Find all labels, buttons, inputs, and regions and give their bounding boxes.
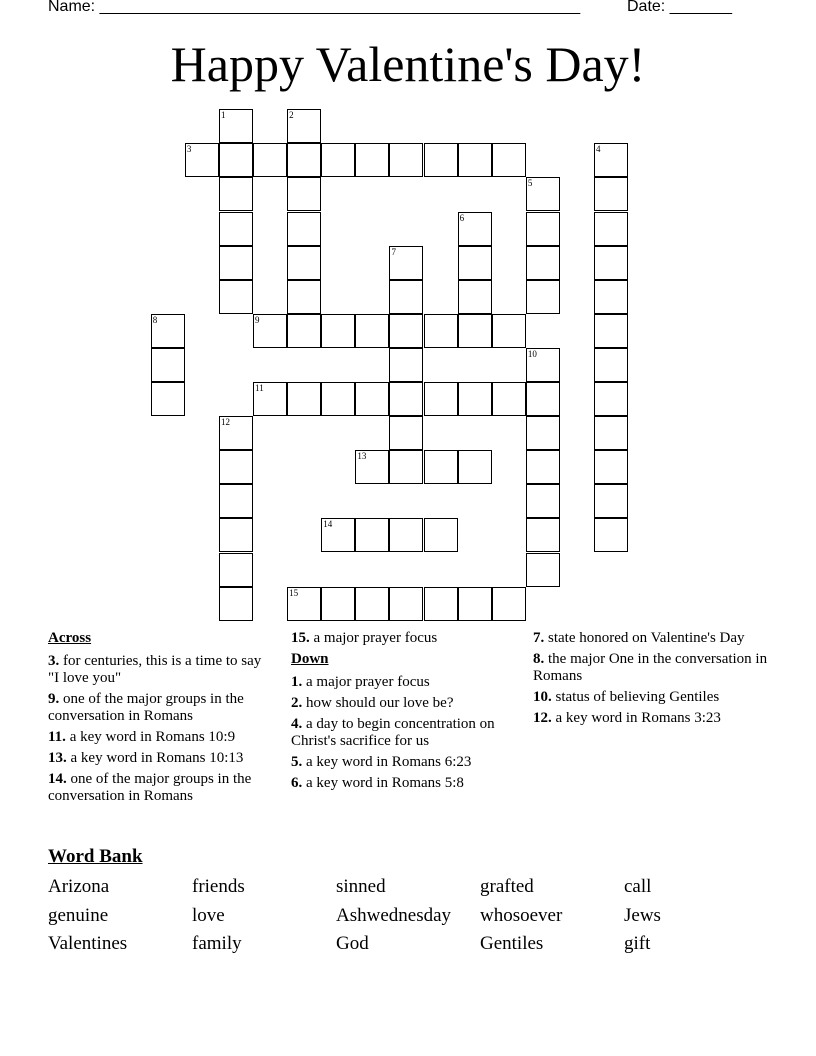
clue-number: 7 (391, 246, 396, 257)
clue-number: 10. (533, 689, 552, 705)
grid-cell[interactable] (219, 109, 253, 143)
grid-cell[interactable] (253, 314, 287, 348)
grid-cell[interactable] (594, 348, 628, 382)
clue-item (291, 630, 511, 647)
clue-text: for centuries, this is a time to say "I love you" (48, 653, 262, 686)
grid-cell[interactable] (287, 109, 321, 143)
grid-cell[interactable] (185, 143, 219, 177)
grid-cell[interactable] (594, 177, 628, 211)
grid-cell[interactable] (492, 382, 526, 416)
grid-cell[interactable] (594, 143, 628, 177)
grid-cell[interactable] (287, 212, 321, 246)
clue-item (291, 775, 511, 792)
clue-number: 5 (527, 178, 533, 189)
clue-text: state honored on Valentine's Day (548, 630, 745, 646)
clue-number: 12 (220, 417, 230, 428)
grid-cell[interactable] (492, 143, 526, 177)
clue-number: 10 (527, 348, 537, 359)
grid-cell[interactable] (287, 280, 321, 314)
grid-cell[interactable] (389, 416, 423, 450)
clue-text: a major prayer focus (306, 674, 430, 690)
grid-cell[interactable] (253, 143, 287, 177)
clue-text: a key word in Romans 6:23 (306, 754, 472, 770)
grid-cell[interactable] (219, 212, 253, 246)
clue-number: 3 (186, 144, 192, 155)
grid-cell[interactable] (526, 246, 560, 280)
grid-cell[interactable] (458, 587, 492, 621)
grid-cell[interactable] (389, 246, 423, 280)
clue-item (533, 630, 768, 647)
word-bank-title: Word Bank (48, 846, 143, 867)
clue-number: 13 (357, 451, 367, 462)
grid-cell[interactable] (424, 450, 458, 484)
grid-cell[interactable] (424, 314, 458, 348)
clues-column-1 (48, 630, 273, 809)
grid-cell[interactable] (458, 450, 492, 484)
clue-number: 11 (255, 383, 264, 394)
grid-cell[interactable] (151, 348, 185, 382)
clue-item (533, 651, 768, 685)
grid-cell[interactable] (424, 518, 458, 552)
grid-cell[interactable] (287, 382, 321, 416)
grid-cell[interactable] (424, 382, 458, 416)
grid-cell[interactable] (355, 587, 389, 621)
grid-cell[interactable] (526, 450, 560, 484)
clue-text: a key word in Romans 10:9 (69, 729, 236, 745)
grid-cell[interactable] (594, 280, 628, 314)
clue-number: 3. (48, 653, 60, 669)
grid-cell[interactable] (287, 314, 321, 348)
grid-cell[interactable] (389, 348, 423, 382)
grid-cell[interactable] (492, 587, 526, 621)
clues-column-3 (533, 630, 768, 731)
grid-cell[interactable] (526, 553, 560, 587)
clue-number: 1 (220, 110, 226, 121)
grid-cell[interactable] (458, 314, 492, 348)
grid-cell[interactable] (594, 212, 628, 246)
clue-number: 8. (533, 651, 545, 667)
grid-cell[interactable] (219, 587, 253, 621)
clue-number: 12. (533, 710, 552, 726)
date-line[interactable]: Date: _______ (627, 0, 732, 15)
word-bank-item: call (624, 876, 652, 897)
grid-cell[interactable] (389, 314, 423, 348)
across-heading: Across (48, 630, 92, 646)
clue-number: 4. (291, 716, 303, 732)
grid-cell[interactable] (492, 314, 526, 348)
clue-number: 14. (48, 771, 67, 787)
word-bank-item: love (192, 904, 225, 926)
grid-cell[interactable] (151, 382, 185, 416)
grid-cell[interactable] (389, 280, 423, 314)
clue-item (48, 653, 273, 687)
clue-number: 13. (48, 750, 67, 766)
grid-cell[interactable] (389, 518, 423, 552)
grid-cell[interactable] (526, 518, 560, 552)
grid-cell[interactable] (389, 450, 423, 484)
grid-cell[interactable] (321, 382, 355, 416)
grid-cell[interactable] (219, 484, 253, 518)
grid-cell[interactable] (389, 143, 423, 177)
word-bank-item: Arizona (48, 876, 110, 897)
clue-item (48, 691, 273, 725)
grid-cell[interactable] (458, 212, 492, 246)
clue-number: 4 (596, 144, 601, 155)
clue-number: 5. (291, 754, 303, 770)
grid-cell[interactable] (321, 518, 355, 552)
clue-text: a major prayer focus (313, 630, 438, 646)
clue-number: 11. (48, 729, 66, 745)
clue-text: one of the major groups in the conversation in Romans (48, 691, 244, 724)
down-heading: Down (291, 651, 329, 667)
grid-cell[interactable] (219, 553, 253, 587)
clue-text: a key word in Romans 3:23 (555, 710, 721, 726)
grid-cell[interactable] (253, 382, 287, 416)
clue-number: 15 (289, 587, 299, 598)
clue-item (48, 729, 273, 746)
clue-text: how should our love be? (306, 695, 454, 711)
clue-number: 1. (291, 674, 303, 690)
grid-cell[interactable] (287, 143, 321, 177)
grid-cell[interactable] (287, 177, 321, 211)
grid-cell[interactable] (321, 587, 355, 621)
grid-cell[interactable] (594, 416, 628, 450)
grid-cell[interactable] (526, 280, 560, 314)
clue-number: 15. (291, 630, 310, 646)
grid-cell[interactable] (526, 484, 560, 518)
clue-item (533, 710, 768, 727)
grid-cell[interactable] (321, 314, 355, 348)
grid-cell[interactable] (219, 143, 253, 177)
grid-cell[interactable] (151, 314, 185, 348)
grid-cell[interactable] (355, 314, 389, 348)
grid-cell[interactable] (355, 518, 389, 552)
clue-text: one of the major groups in the conversation in Romans (48, 771, 252, 804)
word-bank (48, 873, 788, 959)
clue-item (291, 674, 511, 691)
grid-cell[interactable] (526, 348, 560, 382)
clue-text: a key word in Romans 10:13 (70, 750, 244, 766)
grid-cell[interactable] (458, 382, 492, 416)
grid-cell[interactable] (526, 382, 560, 416)
word-bank-item: Valentines (48, 933, 128, 954)
grid-cell[interactable] (458, 246, 492, 280)
grid-cell[interactable] (219, 416, 253, 450)
word-bank-item: gift (624, 933, 651, 954)
grid-cell[interactable] (355, 382, 389, 416)
grid-cell[interactable] (389, 587, 423, 621)
grid-cell[interactable] (321, 143, 355, 177)
grid-cell[interactable] (594, 246, 628, 280)
clue-item (291, 716, 511, 750)
word-bank-item: God (336, 933, 369, 954)
grid-cell[interactable] (594, 382, 628, 416)
word-bank-item: whosoever (480, 904, 563, 926)
grid-cell[interactable] (594, 450, 628, 484)
grid-cell[interactable] (219, 450, 253, 484)
grid-cell[interactable] (424, 587, 458, 621)
grid-cell[interactable] (287, 587, 321, 621)
name-line[interactable]: Name: ______________________________________________________ (48, 0, 581, 15)
clue-text: the major One in the conversation in Romans (533, 651, 768, 684)
clue-number: 9. (48, 691, 60, 707)
grid-cell[interactable] (355, 143, 389, 177)
grid-cell[interactable] (219, 177, 253, 211)
clue-number: 6 (459, 212, 465, 223)
clue-number: 2. (291, 695, 303, 711)
clue-text: a day to begin concentration on Christ's sacrifice for us (291, 716, 495, 749)
word-bank-item: genuine (48, 904, 109, 926)
clue-item (291, 754, 511, 771)
clue-text: a key word in Romans 5:8 (306, 775, 464, 791)
grid-cell[interactable] (526, 416, 560, 450)
word-bank-item: sinned (336, 876, 386, 897)
word-bank-item: family (192, 933, 242, 954)
word-bank-item: grafted (480, 876, 534, 897)
clue-number: 8 (152, 314, 158, 325)
grid-cell[interactable] (424, 143, 458, 177)
clue-item (48, 771, 273, 805)
word-bank-item: Gentiles (480, 933, 544, 954)
grid-cell[interactable] (219, 246, 253, 280)
grid-cell[interactable] (458, 143, 492, 177)
grid-cell[interactable] (458, 280, 492, 314)
grid-cell[interactable] (389, 382, 423, 416)
clue-number: 14 (323, 519, 333, 530)
clue-number: 6. (291, 775, 303, 791)
clue-item (48, 750, 273, 767)
grid-cell[interactable] (219, 518, 253, 552)
grid-cell[interactable] (594, 484, 628, 518)
clue-text: status of believing Gentiles (555, 689, 720, 705)
grid-cell[interactable] (355, 450, 389, 484)
clue-number: 9 (255, 314, 260, 325)
word-bank-item: Ashwednesday (336, 904, 452, 926)
grid-cell[interactable] (526, 212, 560, 246)
clue-item (291, 695, 511, 712)
clue-number: 2 (289, 110, 294, 121)
clues-column-2 (291, 630, 511, 796)
grid-cell[interactable] (287, 246, 321, 280)
clue-number: 7. (533, 630, 545, 646)
clue-item (533, 689, 768, 706)
grid-cell[interactable] (219, 280, 253, 314)
page-title: Happy Valentine's Day! (170, 36, 646, 92)
grid-cell[interactable] (526, 177, 560, 211)
word-bank-item: Jews (624, 904, 661, 926)
grid-cell[interactable] (594, 518, 628, 552)
word-bank-item: friends (192, 876, 245, 897)
grid-cell[interactable] (594, 314, 628, 348)
